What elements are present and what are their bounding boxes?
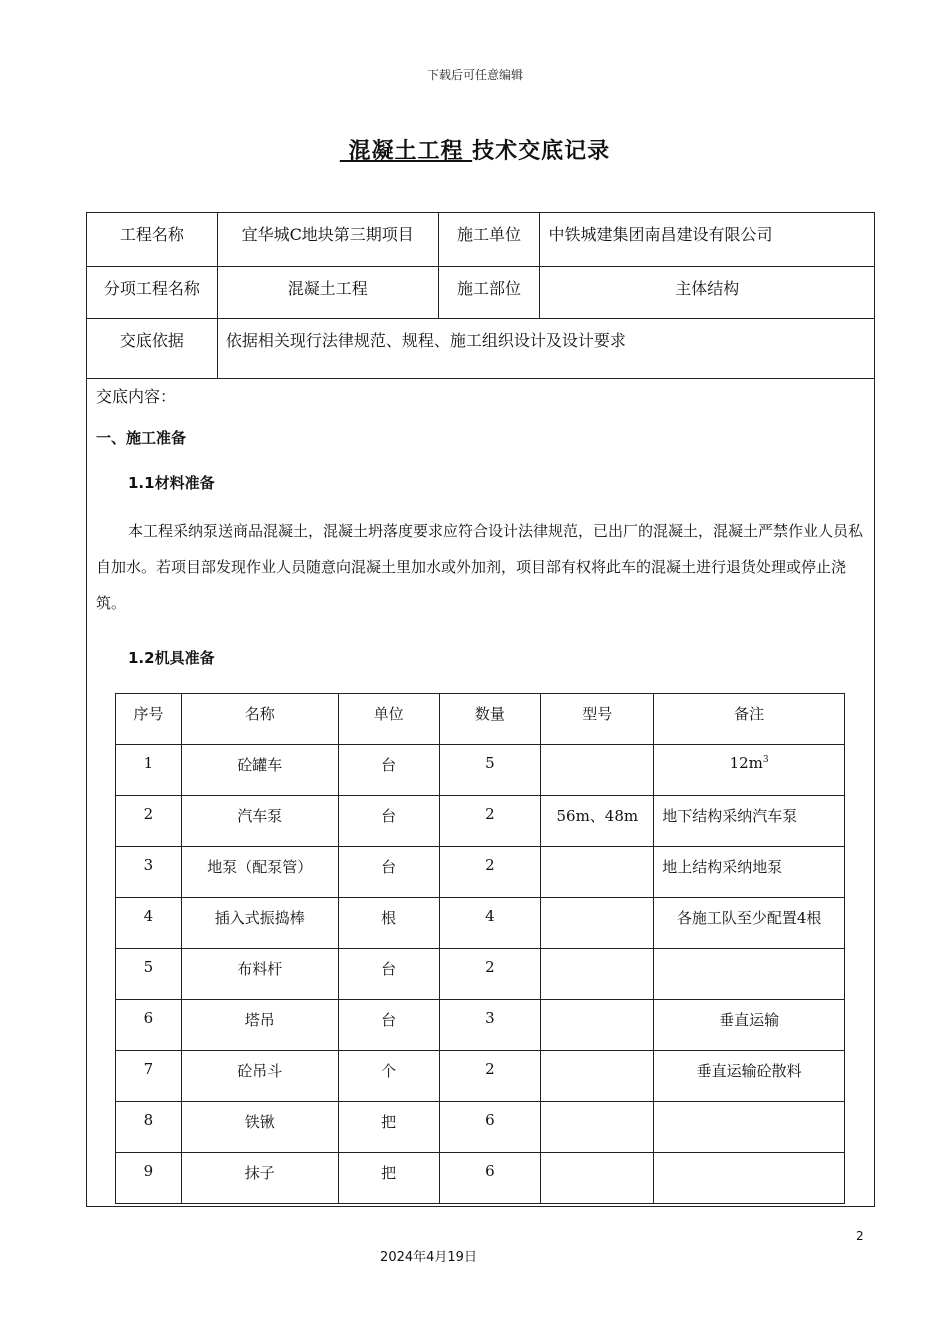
- table-cell: 3: [116, 847, 182, 898]
- table-cell: 把: [338, 1153, 439, 1204]
- table-cell: 台: [338, 1000, 439, 1051]
- table-cell: 地泵（配泵管）: [181, 847, 338, 898]
- subheading-equipment: 1.2机具准备: [128, 649, 215, 667]
- table-cell: 个: [338, 1051, 439, 1102]
- table-row: [116, 745, 845, 796]
- table-cell: 7: [116, 1051, 182, 1102]
- table-cell: 塔吊: [181, 1000, 338, 1051]
- table-cell: 6: [439, 1102, 541, 1153]
- table-row: [116, 949, 845, 1000]
- project-name-value: 宜华城C地块第三期项目: [217, 213, 438, 267]
- table-cell: 8: [116, 1102, 182, 1153]
- table-cell: 2: [439, 847, 541, 898]
- header-cell: 名称: [181, 694, 338, 745]
- table-cell: 把: [338, 1102, 439, 1153]
- table-cell: [654, 1153, 845, 1204]
- contractor-value: 中铁城建集团南昌建设有限公司: [540, 213, 875, 267]
- section-heading: 一、施工准备: [96, 429, 187, 447]
- contractor-label: 施工单位: [438, 213, 540, 267]
- basis-label: 交底依据: [87, 319, 218, 379]
- table-cell: 布料杆: [181, 949, 338, 1000]
- table-cell: [541, 949, 654, 1000]
- table-cell: 2: [439, 949, 541, 1000]
- table-cell: 6: [439, 1153, 541, 1204]
- subheading-materials: 1.1材料准备: [128, 474, 215, 492]
- table-cell: 9: [116, 1153, 182, 1204]
- location-label: 施工部位: [438, 267, 540, 319]
- header-cell: 序号: [116, 694, 182, 745]
- page-title: [0, 134, 950, 165]
- table-cell: 台: [338, 847, 439, 898]
- table-cell: 根: [338, 898, 439, 949]
- table-cell: 台: [338, 796, 439, 847]
- table-cell: 2: [439, 796, 541, 847]
- table-cell: [541, 898, 654, 949]
- page-number: 2: [856, 1229, 864, 1243]
- table-cell: 台: [338, 949, 439, 1000]
- table-cell: 砼罐车: [181, 745, 338, 796]
- table-cell: 2: [439, 1051, 541, 1102]
- table-cell: 4: [439, 898, 541, 949]
- table-cell: [654, 1102, 845, 1153]
- table-row: [116, 847, 845, 898]
- equipment-table: [115, 693, 845, 1204]
- table-cell: [541, 847, 654, 898]
- table-cell: 56m、48m: [541, 796, 654, 847]
- table-cell: [541, 1102, 654, 1153]
- table-row: [116, 1153, 845, 1204]
- header-cell: 型号: [541, 694, 654, 745]
- table-cell: [541, 745, 654, 796]
- info-table: [86, 212, 875, 379]
- table-cell: [541, 1051, 654, 1102]
- table-cell: 3: [439, 1000, 541, 1051]
- content-label: 交底内容：: [96, 387, 177, 406]
- location-value: 主体结构: [540, 267, 875, 319]
- table-row: [116, 898, 845, 949]
- header-cell: 单位: [338, 694, 439, 745]
- header-cell: 备注: [654, 694, 845, 745]
- table-row: [116, 1051, 845, 1102]
- table-row: [116, 1000, 845, 1051]
- table-header-row: [116, 694, 845, 745]
- table-cell: 垂直运输: [654, 1000, 845, 1051]
- table-cell: 垂直运输砼散料: [654, 1051, 845, 1102]
- title-rest: 技术交底记录: [472, 139, 611, 164]
- basis-value: 依据相关现行法律规范、规程、施工组织设计及设计要求: [217, 319, 874, 379]
- table-cell: 地上结构采纳地泵: [654, 847, 845, 898]
- header-cell: 数量: [439, 694, 541, 745]
- table-cell: 台: [338, 745, 439, 796]
- table-cell: [541, 1000, 654, 1051]
- header-note: 下载后可任意编辑: [426, 68, 523, 82]
- table-cell: 抹子: [181, 1153, 338, 1204]
- table-cell: [654, 745, 845, 796]
- table-cell: 5: [439, 745, 541, 796]
- table-row: [116, 1102, 845, 1153]
- title-underlined: 混凝土工程: [348, 139, 464, 164]
- table-cell: 汽车泵: [181, 796, 338, 847]
- table-cell: 各施工队至少配置4根: [654, 898, 845, 949]
- table-cell: 1: [116, 745, 182, 796]
- table-cell: 5: [116, 949, 182, 1000]
- table-cell: 地下结构采纳汽车泵: [654, 796, 845, 847]
- materials-paragraph: 本工程采纳泵送商品混凝土，混凝土坍落度要求应符合设计法律规范，已出厂的混凝土，混凝土严禁作业人员私自加水。若项目部发现作业人员随意向混凝土里加水或外加剂，项目部有权将此车的混凝土进行退货处理或停止浇筑。: [96, 522, 864, 612]
- table-row: [116, 796, 845, 847]
- table-cell: 插入式振捣棒: [181, 898, 338, 949]
- table-cell: [541, 1153, 654, 1204]
- footer-date: 2024年4月19日: [380, 1250, 477, 1265]
- table-cell: 6: [116, 1000, 182, 1051]
- table-cell: [654, 949, 845, 1000]
- table-cell: 2: [116, 796, 182, 847]
- sub-project-value: 混凝土工程: [217, 267, 438, 319]
- superscript: 3: [762, 755, 769, 765]
- project-name-label: 工程名称: [87, 213, 218, 267]
- sub-project-label: 分项工程名称: [87, 267, 218, 319]
- table-cell: 砼吊斗: [181, 1051, 338, 1102]
- table-cell: 4: [116, 898, 182, 949]
- capacity-value: 12m: [729, 754, 763, 772]
- table-cell: 铁锹: [181, 1102, 338, 1153]
